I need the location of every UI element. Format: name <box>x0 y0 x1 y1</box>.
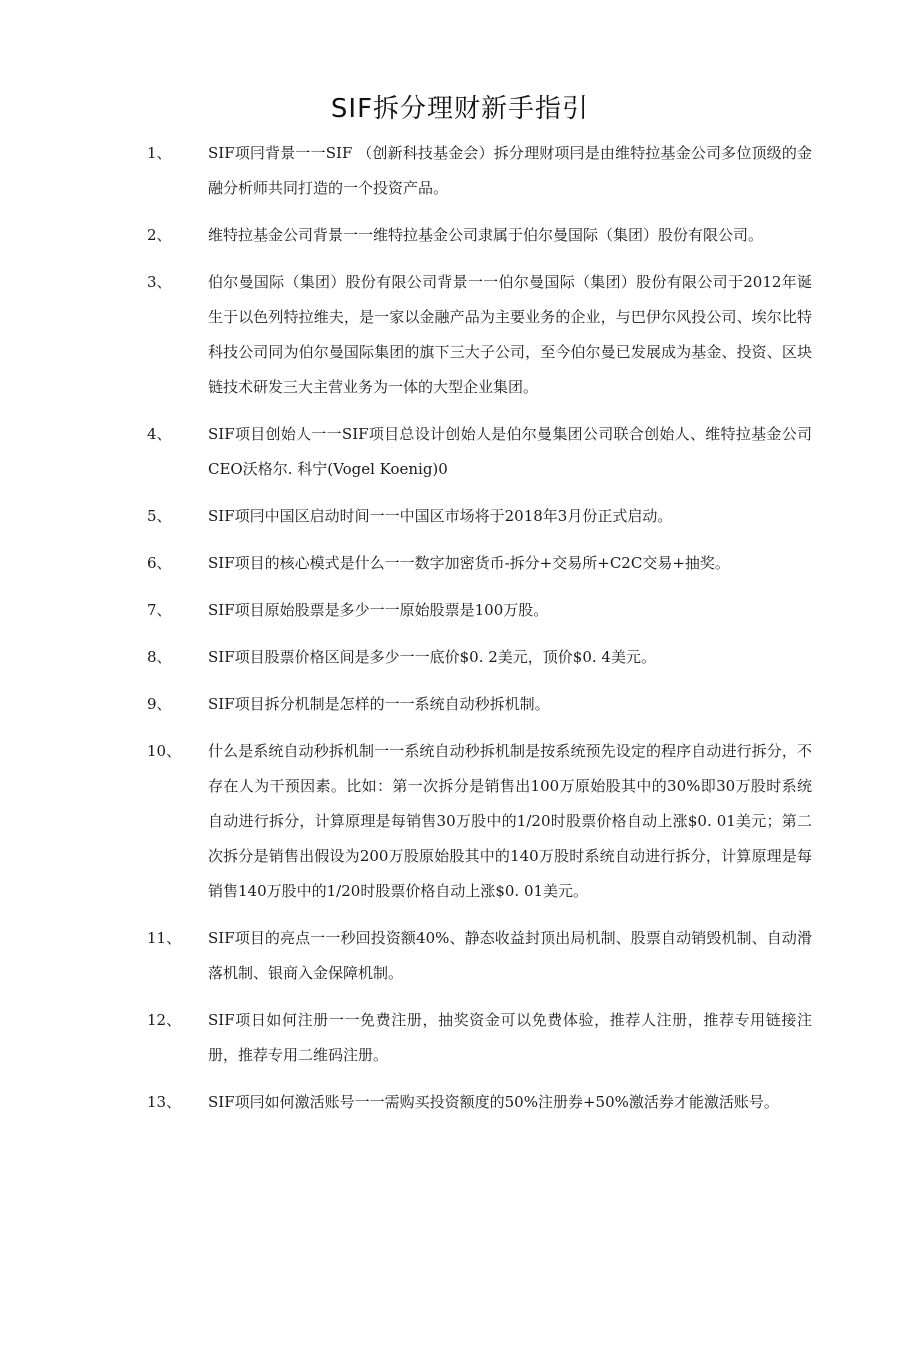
item-text: SIF项冃背景一一SIF （创新科技基金会）拆分理财项冃是由维特拉基金公司多位顶级的金融分析师共同打造的一个投资产品。 <box>208 144 812 197</box>
list-item <box>0 218 920 253</box>
list-item <box>0 546 920 581</box>
item-number: 10、 <box>147 742 182 760</box>
list-item <box>0 921 920 991</box>
list-item <box>0 593 920 628</box>
list-item <box>0 265 920 405</box>
list-item <box>0 499 920 534</box>
item-number: 1、 <box>147 144 172 162</box>
item-text: SIF项目创始人一一SIF项目总设计创始人是伯尔曼集团公司联合创始人、维特拉基金公司CEO沃格尔. 科宁(Vogel Koenig)0 <box>208 425 812 478</box>
item-text: 什么是系统自动秒拆机制一一系统自动秒拆机制是按系统预先设定的程序自动进行拆分，不存在人为干预因素。比如：第一次拆分是销售出100万原始股其中的30%即30万股时系统自动进行拆分，计算原理是每销售30万股中的1/20时股票价格自动上涨$0. 01美元；第二次拆分是销售出假设为200万股原始股其中的140万股时系统自动进行拆分，计算原理是每销售140万股中的1/20时股票价格自动上涨$0. 01美元。 <box>208 742 812 900</box>
list-item <box>0 1085 920 1120</box>
item-text: SIF项目的核心模式是什么一一数字加密货币-拆分+交易所+C2C交易+抽奖。 <box>208 554 730 572</box>
list-item <box>0 136 920 206</box>
list-item <box>0 640 920 675</box>
item-text: SIF项日如何注册一一免费注册，抽奖资金可以免费体验，推荐人注册，推荐专用链接注册，推荐专用二维码注册。 <box>208 1011 812 1064</box>
list-item <box>0 734 920 909</box>
item-text: SIF项目股票价格区间是多少一一底价$0. 2美元，顶价$0. 4美元。 <box>208 648 656 666</box>
item-text: SIF项冃中国区启动时间一一中国区市场将于2018年3月份正式启动。 <box>208 507 673 525</box>
item-text: SIF项目原始股票是多少一一原始股票是100万股。 <box>208 601 549 619</box>
item-number: 13、 <box>147 1093 182 1111</box>
item-number: 6、 <box>147 554 172 572</box>
item-text: SIF项目的亮点一一秒回投资额40%、静态收益封顶出局机制、股票自动销毁机制、自动滑落机制、银商入金保障机制。 <box>208 929 812 982</box>
item-text: 维特拉基金公司背景一一维特拉基金公司隶属于伯尔曼国际（集团）股份有限公司。 <box>208 226 764 244</box>
list-item <box>0 687 920 722</box>
faq-list <box>0 136 920 1132</box>
list-item <box>0 1003 920 1073</box>
item-number: 8、 <box>147 648 172 666</box>
item-number: 12、 <box>147 1011 182 1029</box>
item-number: 7、 <box>147 601 172 619</box>
document-title: SIF拆分理财新手指引 <box>330 94 590 124</box>
item-number: 5、 <box>147 507 172 525</box>
item-number: 2、 <box>147 226 172 244</box>
list-item <box>0 417 920 487</box>
item-number: 11、 <box>147 929 182 947</box>
item-text: 伯尔曼国际（集团）股份有限公司背景一一伯尔曼国际（集团）股份有限公司于2012年诞生于以色列特拉维夫，是一家以金融产品为主要业务的企业，与巴伊尔风投公司、埃尔比特科技公司同为伯尔曼国际集团的旗下三大子公司，至今伯尔曼已发展成为基金、投资、区块链技术研发三大主营业务为一体的大型企业集团。 <box>208 273 812 396</box>
item-number: 9、 <box>147 695 172 713</box>
item-text: SIF项冃如何激活账号一一需购买投资额度的50%注册券+50%激活券才能激活账号。 <box>208 1093 779 1111</box>
item-number: 4、 <box>147 425 172 443</box>
item-number: 3、 <box>147 273 172 291</box>
item-text: SIF项目拆分机制是怎样的一一系统自动秒拆机制。 <box>208 695 550 713</box>
